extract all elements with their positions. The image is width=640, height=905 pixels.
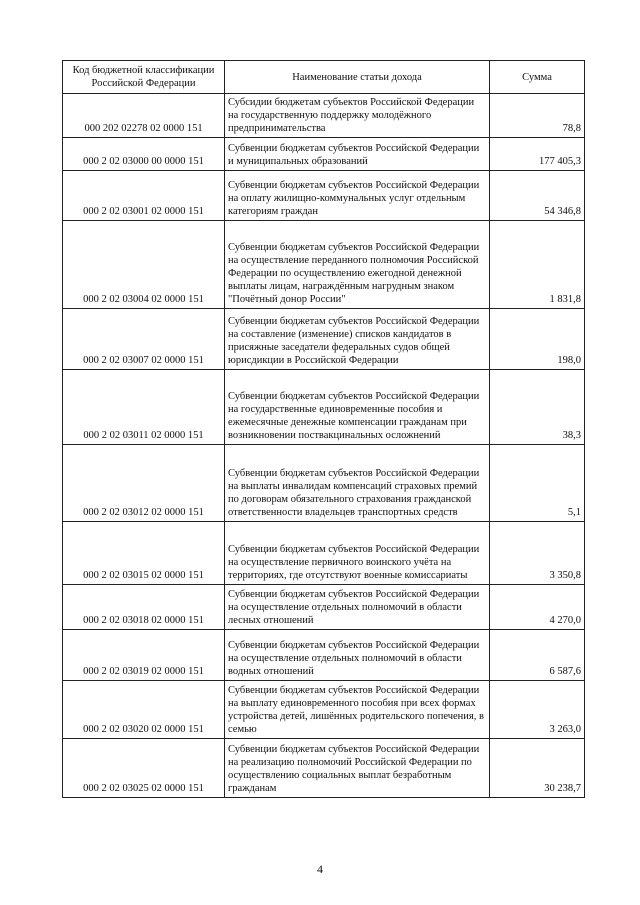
table-row — [63, 171, 585, 221]
row-name: Субвенции бюджетам субъектов Российской Федерации на осуществление отдельных полномочий в области лесных отношений — [225, 585, 490, 630]
row-name: Субвенции бюджетам субъектов Российской Федерации на реализацию полномочий Российской Федерации по осуществлению социальных выплат безработным гражданам — [225, 739, 490, 798]
row-code: 000 2 02 03019 02 0000 151 — [63, 630, 225, 681]
row-name: Субвенции бюджетам субъектов Российской Федерации и муниципальных образований — [225, 138, 490, 171]
row-amount: 5,1 — [490, 445, 585, 522]
table-row — [63, 309, 585, 370]
row-name: Субвенции бюджетам субъектов Российской Федерации на осуществление первичного воинского учёта на территориях, где отсутствуют военные комиссариаты — [225, 522, 490, 585]
row-amount: 4 270,0 — [490, 585, 585, 630]
row-amount: 78,8 — [490, 94, 585, 138]
table-row — [63, 94, 585, 138]
row-code: 000 2 02 03001 02 0000 151 — [63, 171, 225, 221]
table-row — [63, 630, 585, 681]
header-name: Наименование статьи дохода — [225, 61, 490, 94]
row-code: 000 2 02 03018 02 0000 151 — [63, 585, 225, 630]
page-number: 4 — [317, 862, 323, 876]
row-amount: 38,3 — [490, 370, 585, 445]
row-amount: 1 831,8 — [490, 221, 585, 309]
table-header-row — [63, 61, 585, 94]
row-name: Субвенции бюджетам субъектов Российской Федерации на составление (изменение) списков кандидатов в присяжные заседатели федеральных судов общей юрисдикции в Российской Федерации — [225, 309, 490, 370]
row-amount: 30 238,7 — [490, 739, 585, 798]
row-amount: 198,0 — [490, 309, 585, 370]
row-code: 000 2 02 03025 02 0000 151 — [63, 739, 225, 798]
row-name: Субвенции бюджетам субъектов Российской Федерации на оплату жилищно-коммунальных услуг отдельным категориям граждан — [225, 171, 490, 221]
table-row — [63, 138, 585, 171]
row-amount: 177 405,3 — [490, 138, 585, 171]
row-code: 000 2 02 03020 02 0000 151 — [63, 681, 225, 739]
row-amount: 3 350,8 — [490, 522, 585, 585]
row-name: Субвенции бюджетам субъектов Российской Федерации на государственные единовременные пособия и ежемесячные денежные компенсации гражданам при возникновении поствакцинальных осложнений — [225, 370, 490, 445]
revenue-table — [62, 60, 585, 798]
header-amount: Сумма — [490, 61, 585, 94]
row-amount: 54 346,8 — [490, 171, 585, 221]
row-name: Субвенции бюджетам субъектов Российской Федерации на осуществление отдельных полномочий в области водных отношений — [225, 630, 490, 681]
row-code: 000 2 02 03007 02 0000 151 — [63, 309, 225, 370]
header-code: Код бюджетной классификации Российской Федерации — [63, 61, 225, 94]
row-code: 000 2 02 03011 02 0000 151 — [63, 370, 225, 445]
table-row — [63, 739, 585, 798]
table-row — [63, 445, 585, 522]
row-name: Субсидии бюджетам субъектов Российской Федерации на государственную поддержку молодёжного предпринимательства — [225, 94, 490, 138]
row-name: Субвенции бюджетам субъектов Российской Федерации на выплату единовременного пособия при всех формах устройства детей, лишённых родительского попечения, в семью — [225, 681, 490, 739]
row-name: Субвенции бюджетам субъектов Российской Федерации на выплаты инвалидам компенсаций страховых премий по договорам обязательного страхования гражданской ответственности владельцев транспортных средств — [225, 445, 490, 522]
row-code: 000 2 02 03015 02 0000 151 — [63, 522, 225, 585]
row-code: 000 202 02278 02 0000 151 — [63, 94, 225, 138]
table-row — [63, 221, 585, 309]
row-amount: 3 263,0 — [490, 681, 585, 739]
table-row — [63, 522, 585, 585]
row-code: 000 2 02 03004 02 0000 151 — [63, 221, 225, 309]
row-name: Субвенции бюджетам субъектов Российской Федерации на осуществление переданного полномочия Российской Федерации по осуществлению ежегодной денежной выплаты лицам, награждённым нагрудным знаком "Почётный донор России" — [225, 221, 490, 309]
table-row — [63, 370, 585, 445]
table-row — [63, 585, 585, 630]
row-amount: 6 587,6 — [490, 630, 585, 681]
table-row — [63, 681, 585, 739]
row-code: 000 2 02 03000 00 0000 151 — [63, 138, 225, 171]
row-code: 000 2 02 03012 02 0000 151 — [63, 445, 225, 522]
